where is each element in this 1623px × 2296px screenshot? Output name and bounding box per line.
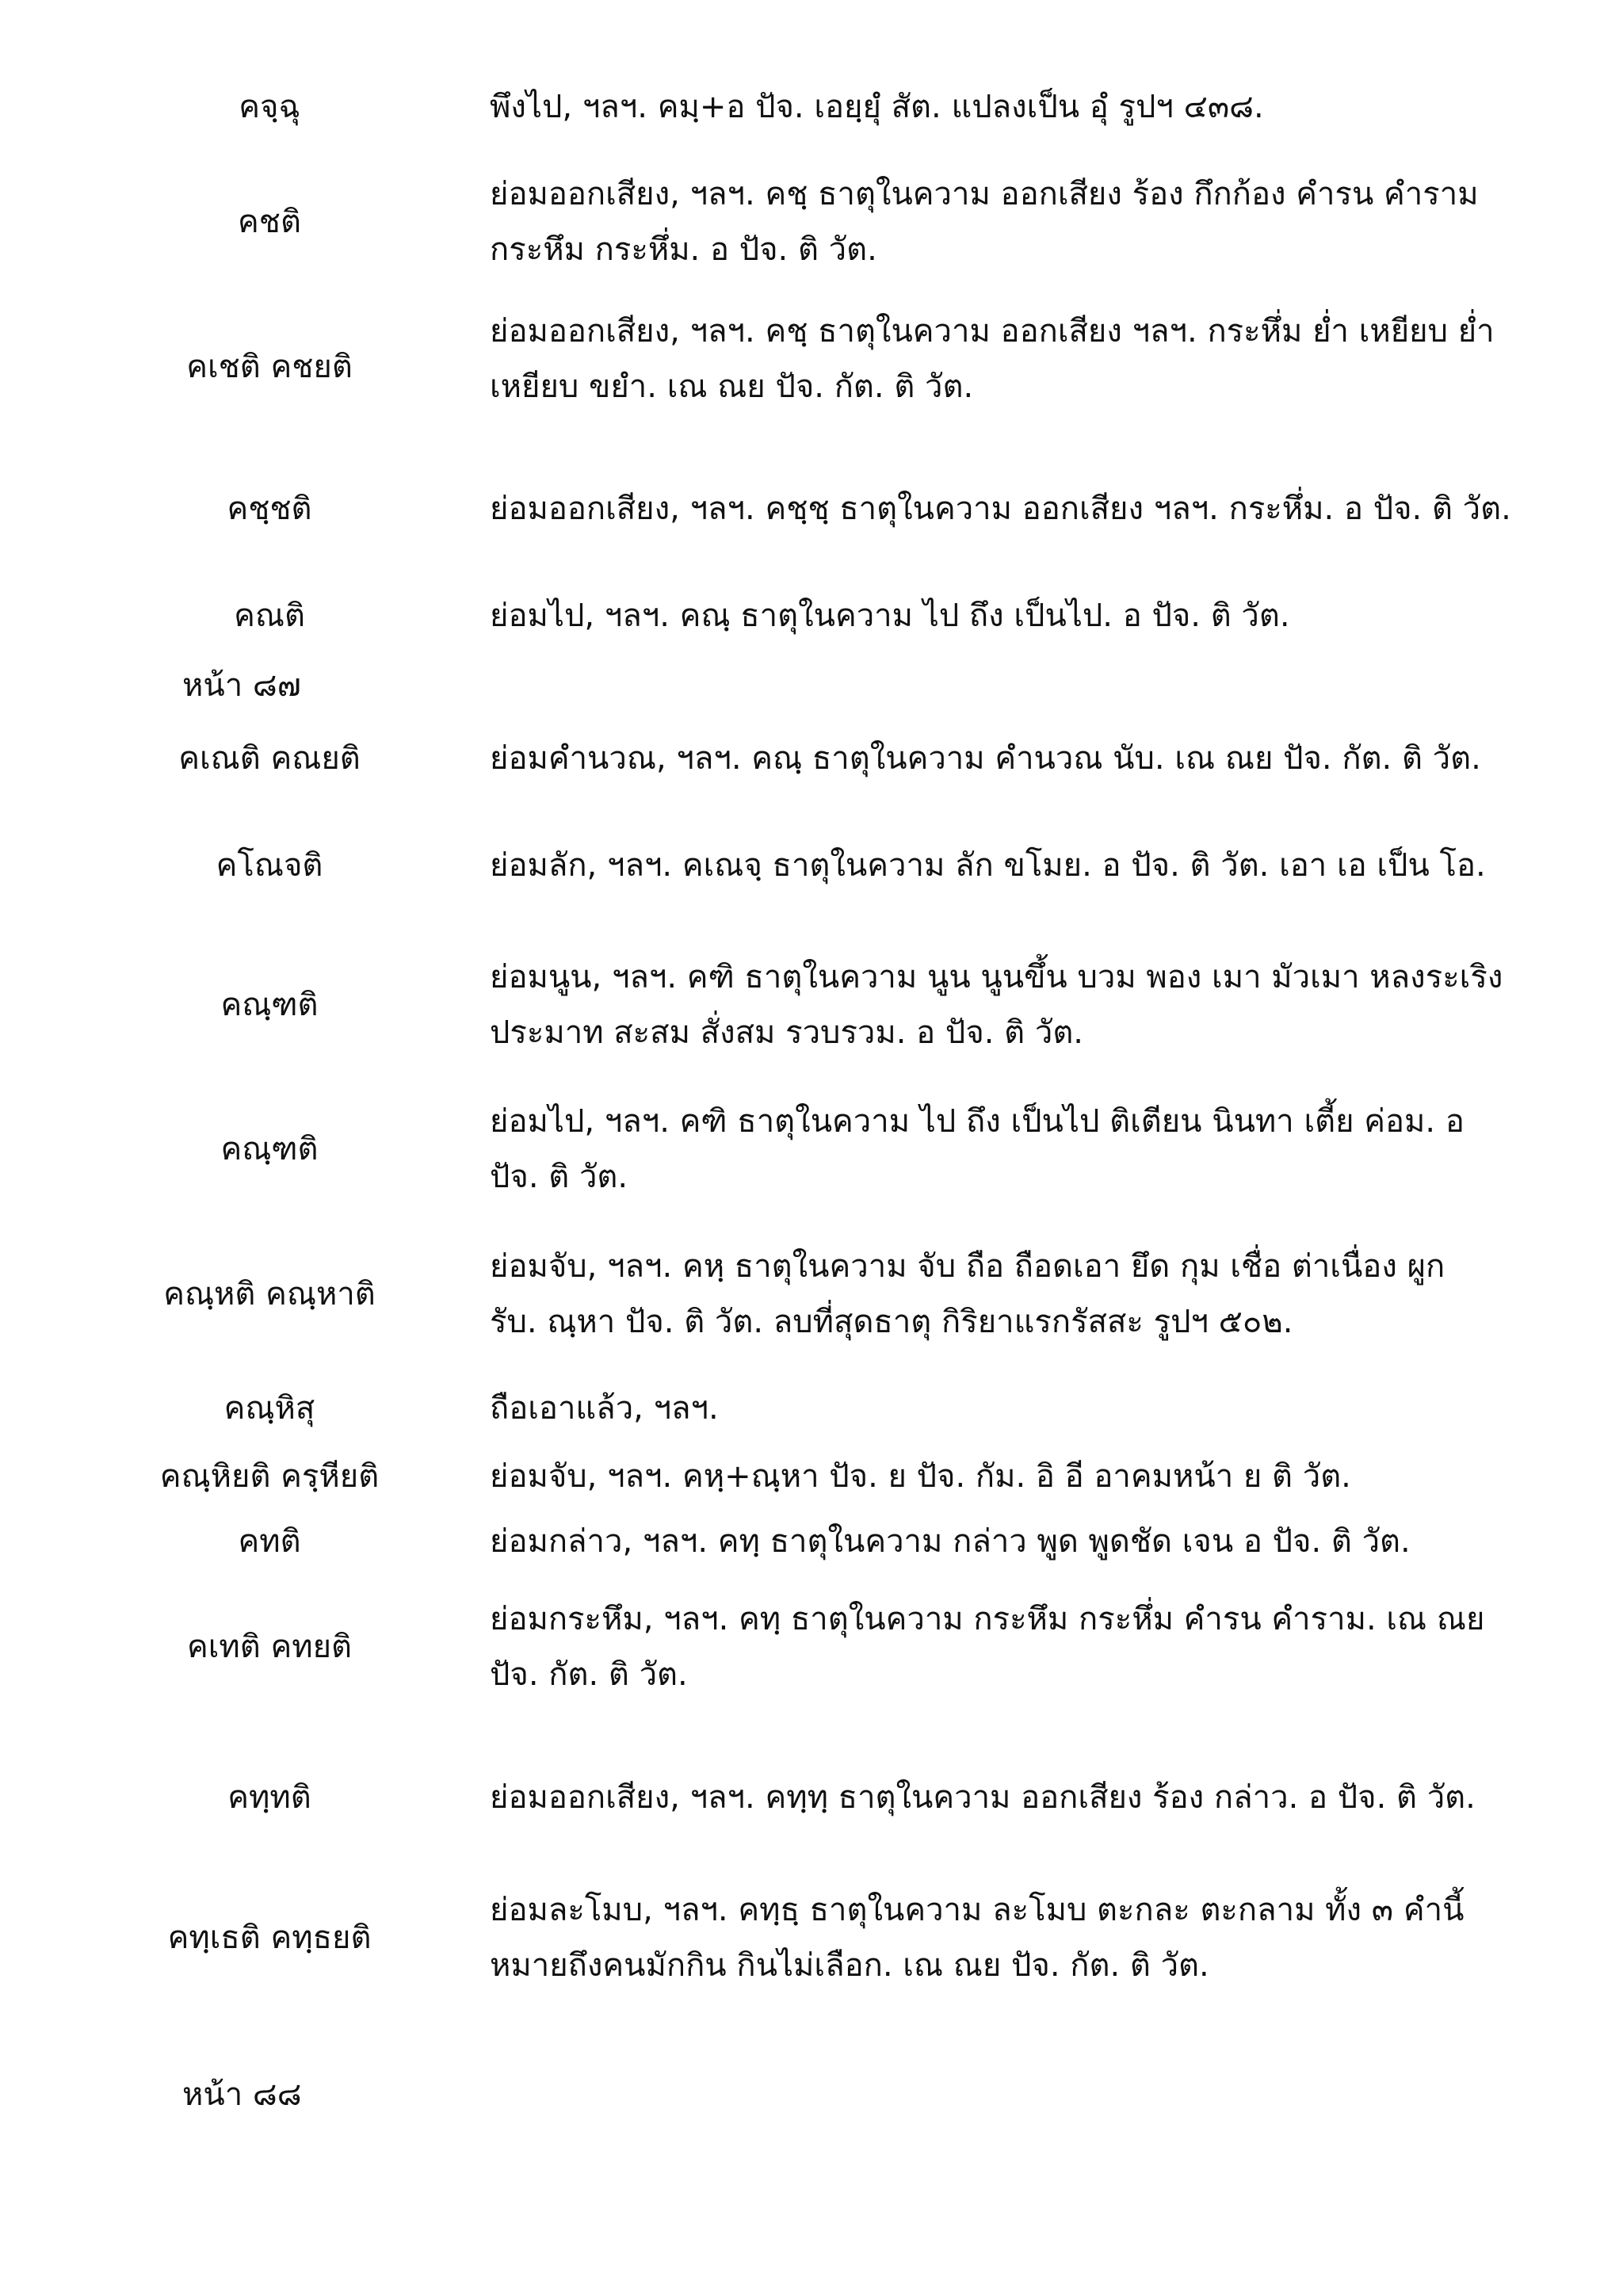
- entry-headword: คณฺหิยติ ครฺหียติ: [159, 1458, 380, 1495]
- definition-line: ปัจ. ติ วัต.: [490, 1159, 628, 1195]
- definition-line: ย่อมออกเสียง, ฯลฯ. คชฺ ธาตุในความ ออกเสียง ฯลฯ. กระหึ่ม ย่ำ เหยียบ ย่ำ: [490, 313, 1495, 350]
- definition-line: พึงไป, ฯลฯ. คมฺ+อ ปัจ. เอยฺยุํ สัต. แปลงเป็น อุํ รูปฯ ๔๓๘.: [490, 89, 1264, 125]
- entry-headword: คณฺหติ คณฺหาติ: [163, 1276, 376, 1312]
- definition-line: ปัจ. กัต. ติ วัต.: [490, 1656, 688, 1693]
- definition-line: ย่อมออกเสียง, ฯลฯ. คชฺ ธาตุในความ ออกเสียง ร้อง กึกก้อง คำรน คำราม: [490, 176, 1479, 212]
- entry-headword: คชฺชติ: [227, 491, 312, 527]
- definition-line: ย่อมคำนวณ, ฯลฯ. คณฺ ธาตุในความ คำนวณ นับ. เณ ณย ปัจ. กัต. ติ วัต.: [490, 740, 1481, 777]
- entry-definition: [490, 1770, 1583, 1825]
- definition-line: ย่อมละโมบ, ฯลฯ. คทฺธฺ ธาตุในความ ละโมบ ตะกละ ตะกลาม ทั้ง ๓ คำนี้: [490, 1892, 1465, 1928]
- entry-definition: [490, 838, 1583, 893]
- definition-line: ย่อมกระหึม, ฯลฯ. คทฺ ธาตุในความ กระหึม กระหึ่ม คำรน คำราม. เณ ณย: [490, 1601, 1485, 1637]
- definition-line: ย่อมนูน, ฯลฯ. คฑิ ธาตุในความ นูน นูนขึ้น บวม พอง เมา มัวเมา หลงระเริง: [490, 959, 1503, 995]
- entry-definition: [490, 588, 1583, 644]
- entry-headword: คโณจติ: [216, 847, 323, 884]
- entry-headword: คณติ: [234, 598, 305, 634]
- entry-headword: คณฺฑติ: [220, 987, 319, 1023]
- entry-definition: [490, 731, 1583, 786]
- entry-definition: [490, 1882, 1583, 1993]
- entry-definition: [490, 949, 1583, 1060]
- entry-headword: คทฺเธติ คทฺธยติ: [167, 1920, 372, 1956]
- entry-headword: คชติ: [238, 204, 301, 240]
- definition-line: เหยียบ ขยำ. เณ ณย ปัจ. กัต. ติ วัต.: [490, 369, 974, 405]
- definition-line: ย่อมไป, ฯลฯ. คณฺ ธาตุในความ ไป ถึง เป็นไป. อ ปัจ. ติ วัต.: [490, 598, 1290, 634]
- definition-line: ประมาท สะสม สั่งสม รวบรวม. อ ปัจ. ติ วัต.: [490, 1014, 1084, 1051]
- entry-definition: [490, 1381, 1583, 1436]
- definition-line: กระหึม กระหึ่ม. อ ปัจ. ติ วัต.: [490, 231, 877, 268]
- page-number-marker: หน้า ๘๗: [182, 667, 301, 704]
- entry-definition: [490, 79, 1583, 135]
- entry-definition: [490, 1591, 1583, 1702]
- definition-line: ย่อมกล่าว, ฯลฯ. คทฺ ธาตุในความ กล่าว พูด พูดชัด เจน อ ปัจ. ติ วัต.: [490, 1523, 1411, 1560]
- page-number-marker: หน้า ๘๘: [182, 2076, 302, 2113]
- entry-headword: คทฺทติ: [227, 1779, 311, 1816]
- entry-headword: คเณติ คณยติ: [178, 740, 361, 777]
- entry-definition: [490, 166, 1583, 277]
- entry-headword: คจฺฉุ: [239, 89, 300, 125]
- definition-line: หมายถึงคนมักกิน กินไม่เลือก. เณ ณย ปัจ. กัต. ติ วัต.: [490, 1947, 1209, 1984]
- entry-headword: คณฺหิสุ: [223, 1390, 315, 1427]
- definition-line: ถือเอาแล้ว, ฯลฯ.: [490, 1390, 719, 1427]
- entry-headword: คทติ: [238, 1523, 301, 1560]
- definition-line: ย่อมลัก, ฯลฯ. คเณจฺ ธาตุในความ ลัก ขโมย. อ ปัจ. ติ วัต. เอา เอ เป็น โอ.: [490, 847, 1486, 884]
- definition-line: ย่อมจับ, ฯลฯ. คหฺ+ณฺหา ปัจ. ย ปัจ. กัม. อิ อี อาคมหน้า ย ติ วัต.: [490, 1458, 1351, 1495]
- definition-line: ย่อมออกเสียง, ฯลฯ. คทฺทฺ ธาตุในความ ออกเสียง ร้อง กล่าว. อ ปัจ. ติ วัต.: [490, 1779, 1476, 1816]
- entry-definition: [490, 1239, 1583, 1350]
- entry-headword: คเทติ คทยติ: [186, 1629, 353, 1665]
- entry-headword: คเชติ คชยติ: [186, 349, 353, 385]
- definition-line: ย่อมจับ, ฯลฯ. คหฺ ธาตุในความ จับ ถือ ถือดเอา ยึด กุม เชื่อ ต่าเนื่อง ผูก: [490, 1248, 1445, 1285]
- entry-definition: [490, 304, 1583, 415]
- entry-definition: [490, 1514, 1583, 1569]
- entry-definition: [490, 1449, 1583, 1504]
- definition-line: รับ. ณฺหา ปัจ. ติ วัต. ลบที่สุดธาตุ กิริยาแรกรัสสะ รูปฯ ๕๐๒.: [490, 1304, 1293, 1340]
- definition-line: ย่อมไป, ฯลฯ. คฑิ ธาตุในความ ไป ถึง เป็นไป ติเตียน นินทา เตี้ย ค่อม. อ: [490, 1103, 1465, 1140]
- entry-definition: [490, 1094, 1583, 1205]
- entry-headword: คณฺฑติ: [220, 1131, 319, 1167]
- entry-definition: [490, 481, 1583, 537]
- definition-line: ย่อมออกเสียง, ฯลฯ. คชฺชฺ ธาตุในความ ออกเสียง ฯลฯ. กระหึ่ม. อ ปัจ. ติ วัต.: [490, 491, 1511, 527]
